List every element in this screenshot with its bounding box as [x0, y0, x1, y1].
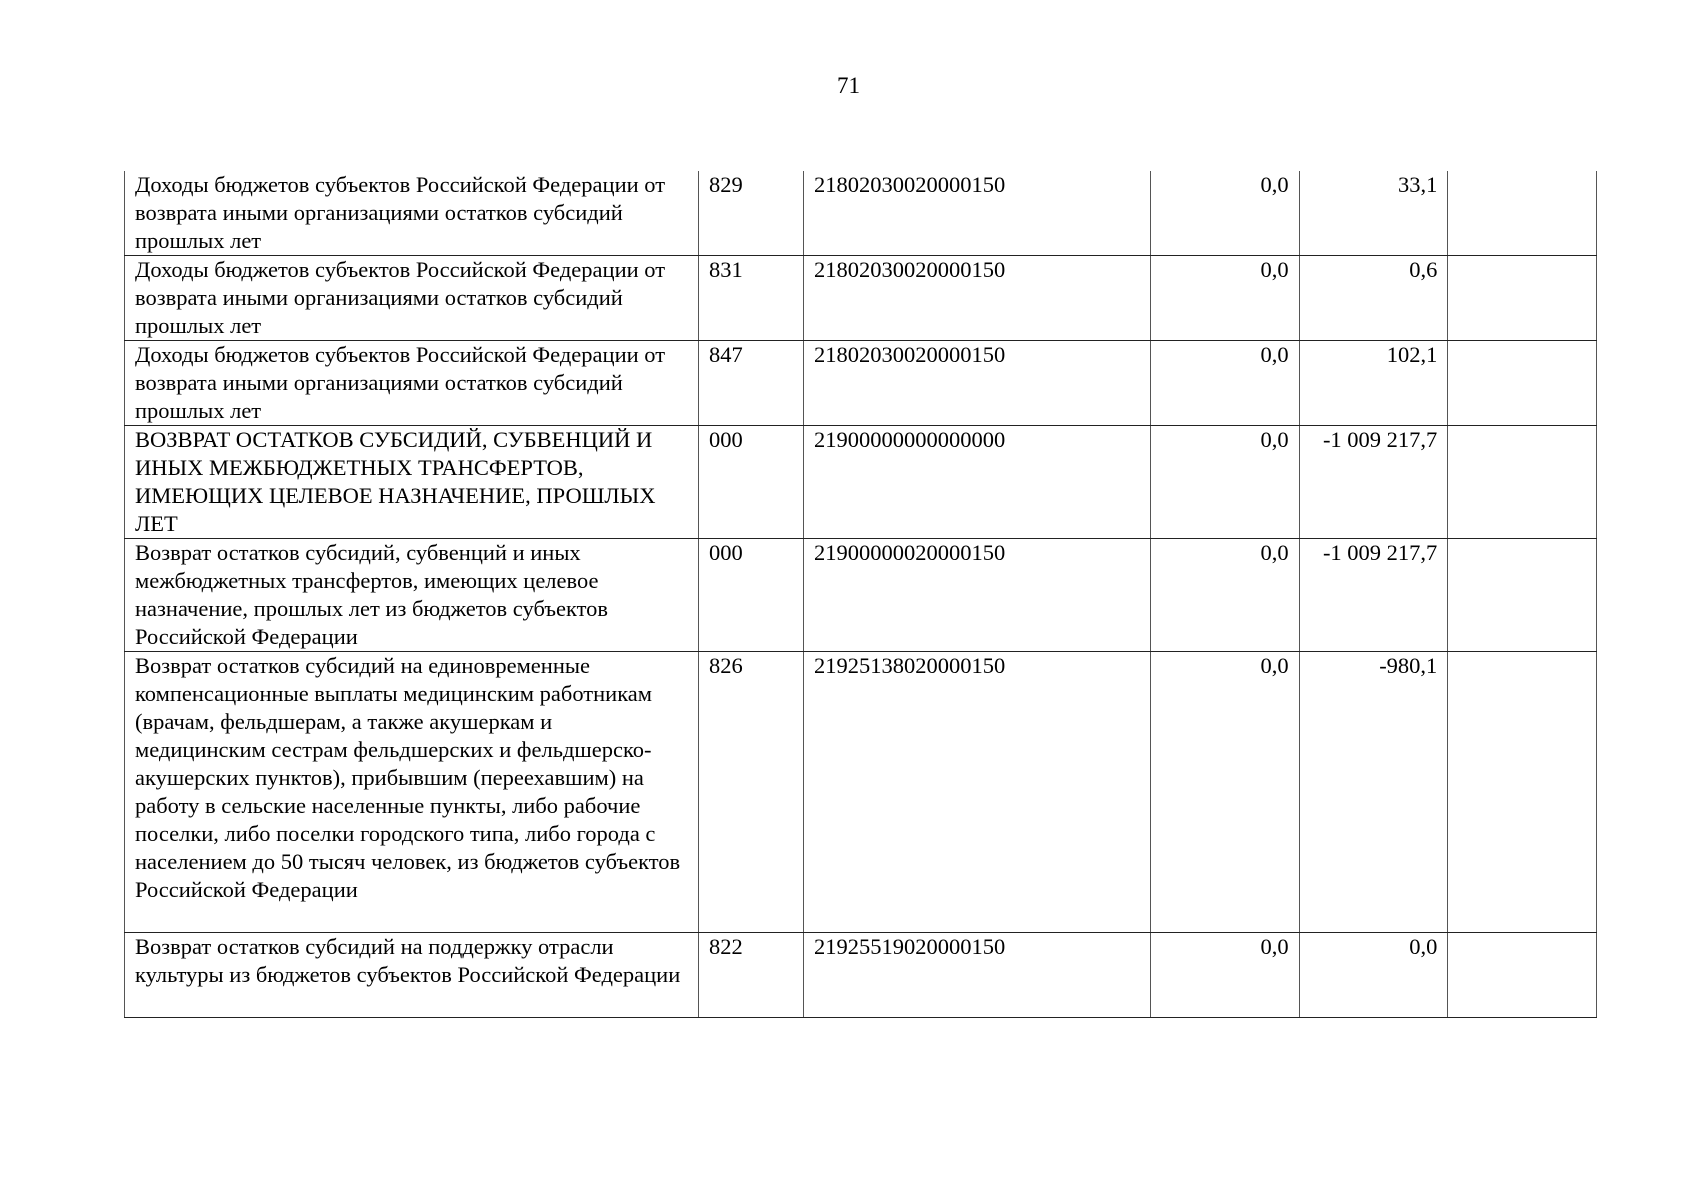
- row-value-2: 102,1: [1299, 341, 1448, 426]
- row-admin-code: 829: [699, 171, 804, 256]
- row-value-1: 0,0: [1151, 171, 1300, 256]
- table-row: [125, 256, 1597, 341]
- row-classification-code: 21900000020000150: [804, 539, 1151, 652]
- row-name: Доходы бюджетов субъектов Российской Федерации от возврата иными организациями остатков субсидий прошлых лет: [125, 171, 699, 256]
- table-row: [125, 539, 1597, 652]
- row-value-2: 0,0: [1299, 933, 1448, 1018]
- row-value-3: [1448, 341, 1597, 426]
- row-classification-code: 21802030020000150: [804, 171, 1151, 256]
- row-value-2: 0,6: [1299, 256, 1448, 341]
- row-name: Доходы бюджетов субъектов Российской Федерации от возврата иными организациями остатков субсидий прошлых лет: [125, 256, 699, 341]
- row-value-2: -1 009 217,7: [1299, 539, 1448, 652]
- row-value-1: 0,0: [1151, 933, 1300, 1018]
- row-admin-code: 822: [699, 933, 804, 1018]
- row-name: Доходы бюджетов субъектов Российской Федерации от возврата иными организациями остатков субсидий прошлых лет: [125, 341, 699, 426]
- row-value-1: 0,0: [1151, 256, 1300, 341]
- row-admin-code: 000: [699, 539, 804, 652]
- page-number: 71: [837, 73, 860, 98]
- budget-table: [124, 171, 1597, 1018]
- row-admin-code: 831: [699, 256, 804, 341]
- row-admin-code: 847: [699, 341, 804, 426]
- row-value-2: -980,1: [1299, 652, 1448, 933]
- row-admin-code: 826: [699, 652, 804, 933]
- row-value-3: [1448, 933, 1597, 1018]
- row-value-3: [1448, 426, 1597, 539]
- row-classification-code: 21925138020000150: [804, 652, 1151, 933]
- row-name: Возврат остатков субсидий на единовременные компенсационные выплаты медицинским работникам (врачам, фельдшерам, а также акушеркам и медицинским сестрам фельдшерских и фельдшерско-акушерских пунктов), прибывшим (переехавшим) на работу в сельские населенные пункты, либо рабочие поселки, либо поселки городского типа, либо города с населением до 50 тысяч человек, из бюджетов субъектов Российской Федерации: [125, 652, 699, 933]
- row-value-3: [1448, 652, 1597, 933]
- row-name: Возврат остатков субсидий, субвенций и иных межбюджетных трансфертов, имеющих целевое назначение, прошлых лет из бюджетов субъектов Российской Федерации: [125, 539, 699, 652]
- row-value-1: 0,0: [1151, 539, 1300, 652]
- row-value-1: 0,0: [1151, 341, 1300, 426]
- row-classification-code: 21802030020000150: [804, 256, 1151, 341]
- row-value-3: [1448, 256, 1597, 341]
- table-row: [125, 341, 1597, 426]
- row-name: ВОЗВРАТ ОСТАТКОВ СУБСИДИЙ, СУБВЕНЦИЙ И ИНЫХ МЕЖБЮДЖЕТНЫХ ТРАНСФЕРТОВ, ИМЕЮЩИХ ЦЕЛЕВОЕ НАЗНАЧЕНИЕ, ПРОШЛЫХ ЛЕТ: [125, 426, 699, 539]
- row-classification-code: 21802030020000150: [804, 341, 1151, 426]
- row-value-3: [1448, 539, 1597, 652]
- table-row: [125, 652, 1597, 933]
- row-classification-code: 21900000000000000: [804, 426, 1151, 539]
- row-name: Возврат остатков субсидий на поддержку отрасли культуры из бюджетов субъектов Российской Федерации: [125, 933, 699, 1018]
- row-classification-code: 21925519020000150: [804, 933, 1151, 1018]
- row-value-2: 33,1: [1299, 171, 1448, 256]
- table-row: [125, 171, 1597, 256]
- row-value-2: -1 009 217,7: [1299, 426, 1448, 539]
- row-admin-code: 000: [699, 426, 804, 539]
- row-value-3: [1448, 171, 1597, 256]
- row-value-1: 0,0: [1151, 426, 1300, 539]
- table-row: [125, 933, 1597, 1018]
- row-value-1: 0,0: [1151, 652, 1300, 933]
- table-row: [125, 426, 1597, 539]
